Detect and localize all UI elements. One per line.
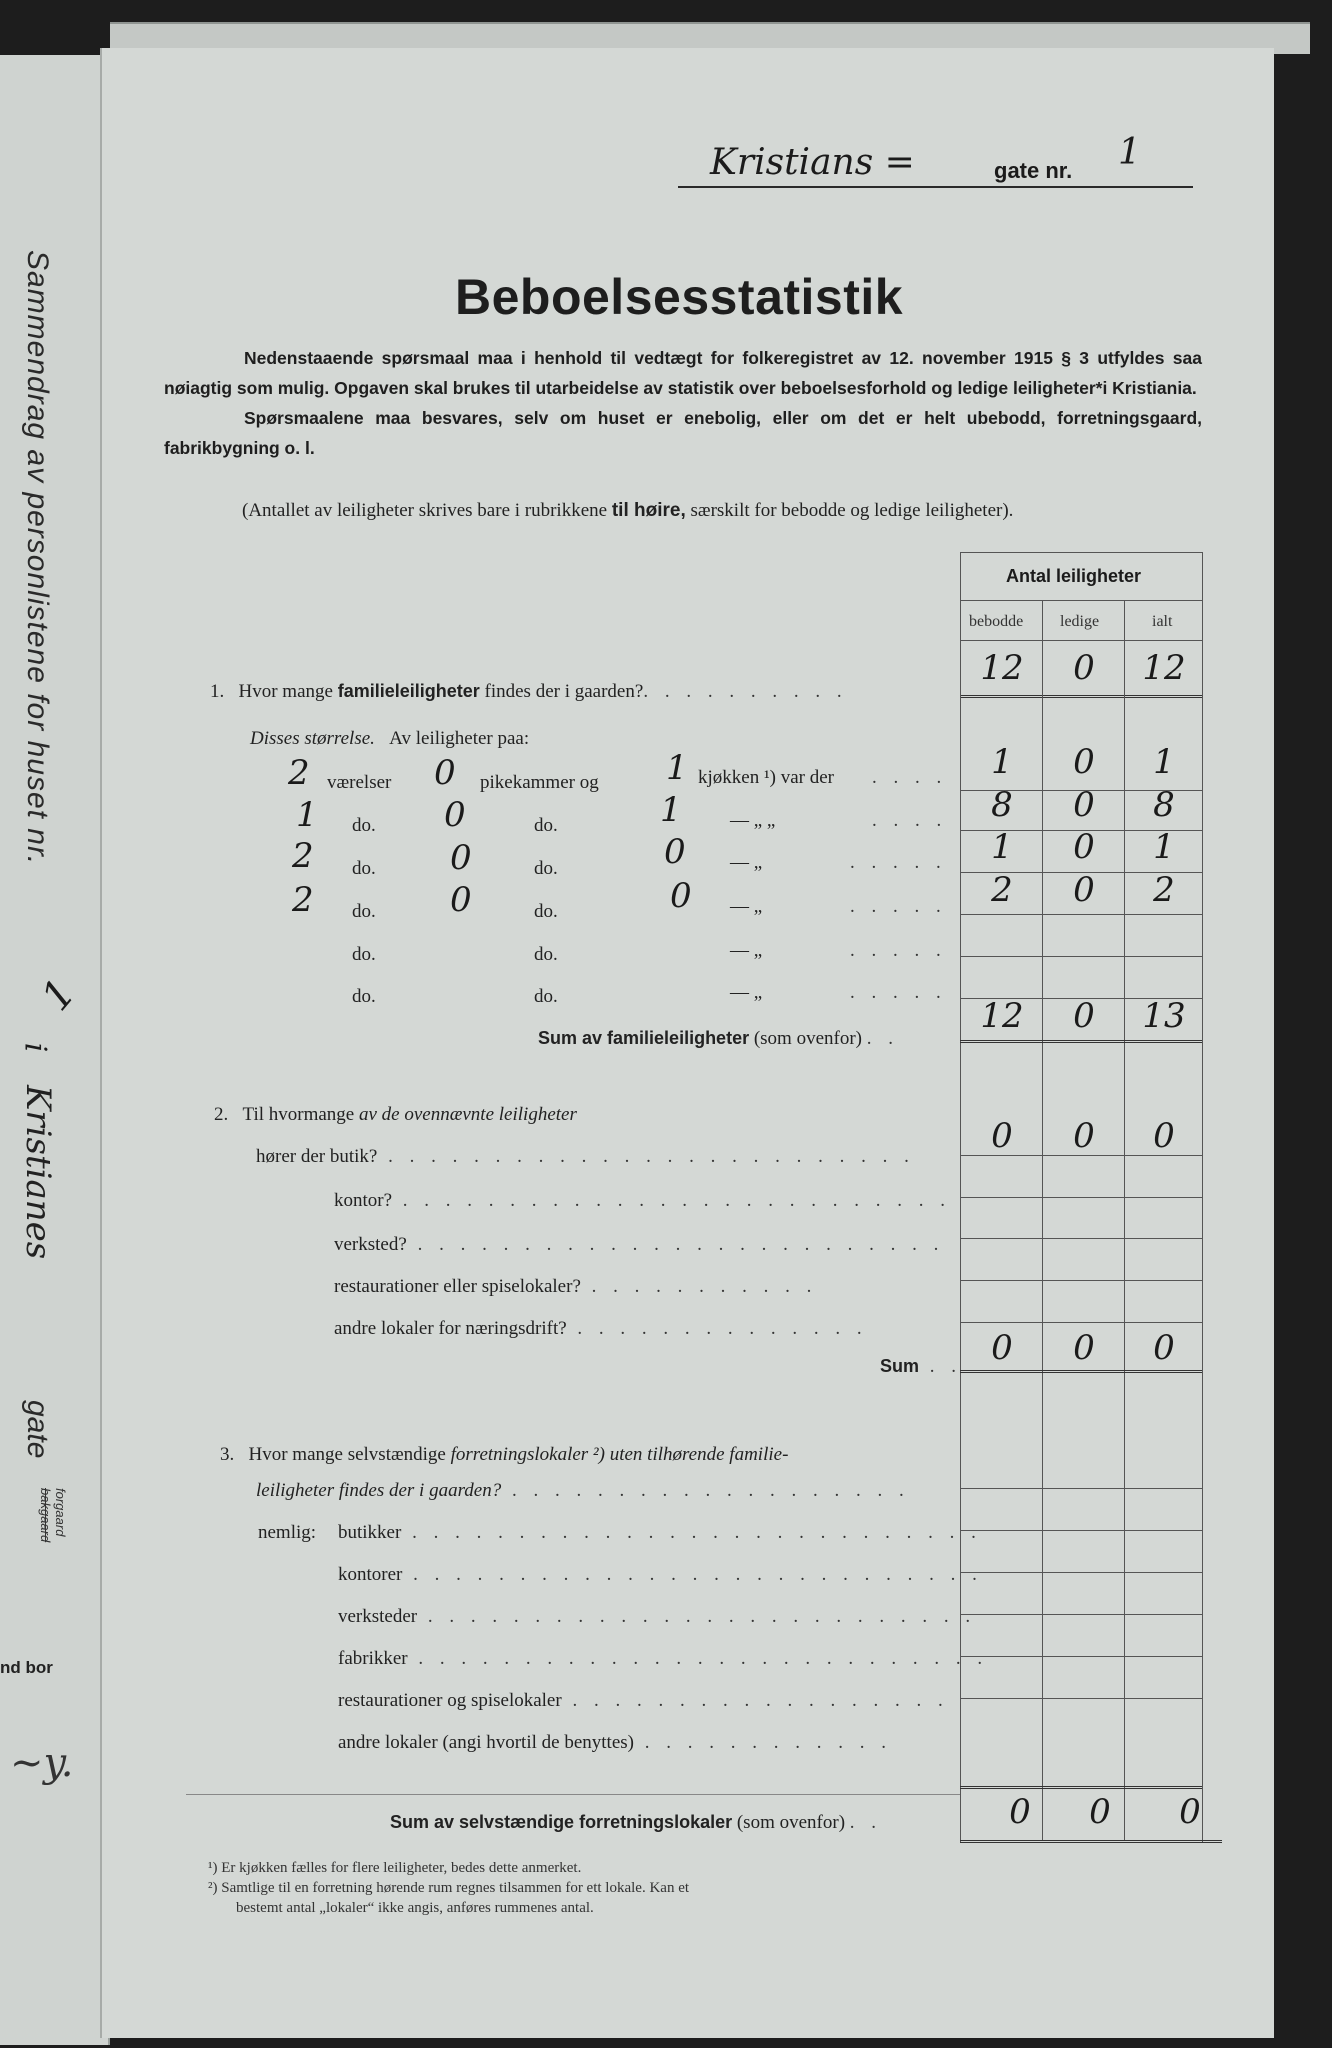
q1-sum-value-ialt: 13: [1142, 996, 1186, 1036]
intro-paragraph-1: Nedenstaaende spørsmaal maa i henhold til vedtægt for folkeregistret av 12. november 1915 § 3 utfyldes saa nøiagtig som mulig. Opgaven skal brukes til utarbeidelse av statistik over beboelsesforhold og ledige leiligheter*i Kristiania.: [164, 348, 1202, 398]
page-title: Beboelsesstatistik: [455, 269, 904, 325]
table-rule: [1042, 600, 1043, 1840]
header-handwritten-street: Kristians =: [710, 142, 915, 183]
q1-row-rooms-label: do.: [352, 815, 376, 836]
q3-row-label: restaurationer og spiselokaler . . . . . . . . . . . . . . . . . .: [338, 1690, 949, 1711]
q1-row-maid: 0: [444, 795, 466, 835]
q1-size-label-line: [250, 728, 529, 750]
q3-sum-rule: [186, 1794, 960, 1795]
intro-p3-a: (Antallet av leiligheter skrives bare i rubrikkene: [242, 500, 608, 521]
q1-sum-label-a: Sum av familieleiligheter: [538, 1028, 750, 1048]
table-rule: [960, 1572, 1202, 1573]
q1-sum-value-bebodde: 12: [980, 996, 1024, 1036]
q1-row-kitchen-label: — „: [730, 852, 763, 873]
q1-sum-line: Sum av familieleiligheter (som ovenfor) . .: [538, 1028, 899, 1049]
q1-row-rooms-label: do.: [352, 901, 376, 922]
side-gate-label: gate: [21, 1400, 54, 1459]
side-handwritten-i: i: [17, 1042, 53, 1053]
table-rule: [960, 1238, 1202, 1239]
q3-text-c: leiligheter findes der i gaarden?: [256, 1480, 502, 1501]
q1-sum-value-ledige: 0: [1073, 996, 1095, 1036]
table-rule: [960, 956, 1202, 957]
side-vertical-text: Sammendrag av personlistene for huset nr.: [21, 250, 54, 866]
q3-sum-value-ledige: 0: [1089, 1792, 1111, 1832]
q1-row-kitchen: 1: [660, 790, 682, 830]
table-header-col-ledige: ledige: [1060, 613, 1100, 630]
q1-sum-label-b: (som ovenfor): [753, 1028, 862, 1049]
q1-text-b: familieleiligheter: [337, 681, 480, 701]
intro-p3-b: til høire,: [611, 500, 686, 521]
q1-row-value-ledige: 0: [1073, 742, 1095, 782]
q1-value-ialt: 12: [1142, 648, 1186, 688]
q1-num: 1.: [210, 681, 225, 702]
intro-paragraph-3: [242, 500, 1013, 522]
header-gate-label: gate nr.: [994, 158, 1073, 183]
intro-p3-c: særskilt for bebodde og ledige leiligheter).: [690, 500, 1014, 521]
table-header-title: Antal leiligheter: [1006, 566, 1142, 586]
table-rule: [960, 1040, 1202, 1043]
side-gate-option-2: bakgaard: [38, 1488, 53, 1543]
q2-num: 2.: [214, 1104, 229, 1125]
table-rule: [960, 1698, 1202, 1699]
table-rule: [960, 1614, 1202, 1615]
table-header-col-ialt: ialt: [1152, 613, 1173, 630]
q2-row-label: verksted? . . . . . . . . . . . . . . . . . . . . . . . . .: [334, 1234, 945, 1255]
q3-row-label: kontorer . . . . . . . . . . . . . . . . . . . . . . . . . . .: [338, 1564, 983, 1585]
q1-row-rooms: 2: [292, 836, 314, 876]
q1-row-rooms-label: do.: [352, 858, 376, 879]
q3-text-a: Hvor mange selvstændige: [248, 1444, 446, 1465]
q1-row-maid-label: pikekammer og: [480, 772, 599, 793]
q3-row-label: butikker . . . . . . . . . . . . . . . . . . . . . . . . . . .: [338, 1522, 982, 1543]
q1-row-rooms: 1: [296, 795, 318, 835]
table-rule: [960, 695, 1202, 698]
q2-row-value-ialt: 0: [1153, 1116, 1175, 1156]
q1-row-value-ledige: 0: [1073, 870, 1095, 910]
q1-row-value-ledige: 0: [1073, 827, 1095, 867]
q1-row-dots: . . . . .: [850, 852, 947, 873]
q1-row-kitchen-label: — „: [730, 982, 763, 1003]
intro-text: [164, 343, 1202, 463]
q2-text-b: av de ovennævnte leiligheter: [358, 1104, 577, 1125]
q1-row-maid: 0: [450, 880, 472, 920]
side-handwritten-number: 1: [32, 970, 85, 1020]
q1-row-value-ialt: 1: [1153, 742, 1175, 782]
q1-row-kitchen-label: — „: [730, 940, 763, 961]
q3-sum-line: Sum av selvstændige forretningslokaler (som ovenfor) . .: [390, 1812, 883, 1833]
side-handwritten-street: Kristianes: [18, 1085, 58, 1260]
table-rule: [960, 1322, 1202, 1323]
q1-row-dots: . . . .: [872, 767, 948, 788]
q3-row-label: fabrikker . . . . . . . . . . . . . . . . . . . . . . . . . . .: [338, 1648, 989, 1669]
q1-row-dots: . . . . .: [850, 982, 947, 1003]
table-rule: [960, 1280, 1202, 1281]
footnote-1: ¹) Er kjøkken fælles for flere leiligheter, bedes dette anmerket.: [208, 1860, 582, 1876]
q1-row-rooms: 2: [288, 753, 310, 793]
q2-row-value-ledige: 0: [1073, 1116, 1095, 1156]
q1-line: 1. Hvor mange familieleiligheter findes der i gaarden?. . . . . . . . . .: [210, 681, 848, 702]
q1-row-value-ialt: 2: [1153, 870, 1175, 910]
q2-row-label: andre lokaler for næringsdrift? . . . . . . . . . . . . . .: [334, 1318, 868, 1339]
q1-value-ledige: 0: [1073, 648, 1095, 688]
q1-size-label: Disses størrelse.: [250, 728, 375, 749]
q1-text-c: findes der i gaarden?: [484, 681, 644, 702]
q1-row-kitchen: 0: [664, 832, 686, 872]
q1-row-maid-label: do.: [534, 815, 558, 836]
table-rule: [960, 600, 1202, 601]
q1-row-value-bebodde: 1: [991, 742, 1013, 782]
table-header-col-bebodde: bebodde: [969, 613, 1024, 630]
side-gate-option-1: forgaard: [53, 1488, 68, 1537]
q1-size-label2: Av leiligheter paa:: [389, 728, 530, 749]
q2-row-value-bebodde: 0: [991, 1116, 1013, 1156]
footnote-2b: bestemt antal „lokaler“ ikke angis, anføres rummenes antal.: [236, 1900, 594, 1916]
table-rule: [960, 1840, 1222, 1843]
q2-text-a: Til hvormange: [242, 1104, 355, 1125]
q3-sum-value-ialt: 0: [1179, 1792, 1201, 1832]
q1-row-dots: . . . . .: [850, 896, 947, 917]
q1-row-maid: 0: [450, 838, 472, 878]
table-rule: [960, 640, 1202, 641]
header-gate-line: [678, 186, 1193, 188]
q3-sum-label-a: Sum av selvstændige forretningslokaler: [390, 1812, 733, 1832]
q1-row-kitchen-label: — „ „: [730, 810, 776, 831]
q2-line: [214, 1104, 577, 1126]
q2-row-label: restaurationer eller spiselokaler? . . . . . . . . . . .: [334, 1276, 818, 1297]
q1-row-kitchen: 0: [670, 876, 692, 916]
q1-row-rooms-label: do.: [352, 944, 376, 965]
q1-row-value-bebodde: 1: [991, 827, 1013, 867]
q1-row-maid-label: do.: [534, 986, 558, 1007]
q1-row-value-ialt: 8: [1153, 785, 1175, 825]
table-rule: [960, 1370, 1202, 1373]
q1-row-value-ialt: 1: [1153, 827, 1175, 867]
q1-row-value-bebodde: 2: [991, 870, 1013, 910]
q1-text-a: Hvor mange: [238, 681, 333, 702]
table-rule: [960, 1530, 1202, 1531]
side-bottom-label: nd bor: [0, 1658, 53, 1677]
q3-line-1: [220, 1444, 788, 1466]
q1-row-maid-label: do.: [534, 858, 558, 879]
q1-row-kitchen-label: kjøkken ¹) var der: [698, 767, 835, 788]
q3-sum-value-bebodde: 0: [1009, 1792, 1031, 1832]
q1-row-rooms-label: do.: [352, 986, 376, 1007]
q1-row-kitchen: 1: [666, 748, 688, 788]
side-gate-options: [38, 1488, 68, 1542]
q2-sum-value-ledige: 0: [1073, 1328, 1095, 1368]
footnote-2a: ²) Samtlige til en forretning hørende rum regnes tilsammen for ett lokale. Kan et: [208, 1880, 690, 1896]
q1-row-maid: 0: [434, 753, 456, 793]
q2-sum-line: Sum . .: [880, 1356, 963, 1377]
table-rule: [960, 1786, 1202, 1789]
q3-row-label: andre lokaler (angi hvortil de benyttes) . . . . . . . . . . . .: [338, 1732, 892, 1753]
table-rule: [960, 1197, 1202, 1198]
q3-text-b: forretningslokaler ²) uten tilhørende familie-: [450, 1444, 789, 1465]
table-rule: [960, 1656, 1202, 1657]
intro-paragraph-2: Spørsmaalene maa besvares, selv om huset er enebolig, eller om det er helt ubebodd, forretningsgaard, fabrikbygning o. l.: [164, 408, 1202, 458]
q1-row-dots: . . . .: [872, 810, 948, 831]
q1-row-rooms: 2: [292, 880, 314, 920]
q1-row-kitchen-label: — „: [730, 896, 763, 917]
q1-row-maid-label: do.: [534, 901, 558, 922]
q2-sum-value-bebodde: 0: [991, 1328, 1013, 1368]
q1-row-value-bebodde: 8: [991, 785, 1013, 825]
q3-line-2: leiligheter findes der i gaarden? . . . . . . . . . . . . . . . . . . .: [256, 1480, 910, 1501]
table-rule: [960, 1488, 1202, 1489]
q1-value-bebodde: 12: [980, 648, 1024, 688]
side-scribble: ~y.: [10, 1740, 74, 1786]
q3-nemlig: nemlig:: [258, 1522, 317, 1543]
q2-sum-value-ialt: 0: [1153, 1328, 1175, 1368]
q3-row-label: verksteder . . . . . . . . . . . . . . . . . . . . . . . . . .: [338, 1606, 977, 1627]
q1-row-maid-label: do.: [534, 944, 558, 965]
q3-sum-label-b: (som ovenfor): [736, 1812, 846, 1833]
q2-sum-label: Sum: [880, 1356, 920, 1376]
q2-row-label: kontor? . . . . . . . . . . . . . . . . . . . . . . . . . .: [334, 1190, 952, 1211]
q1-row-value-ledige: 0: [1073, 785, 1095, 825]
table-rule: [960, 552, 1202, 553]
footnotes: [208, 1858, 689, 1918]
q3-num: 3.: [220, 1444, 235, 1465]
table-rule: [960, 914, 1202, 915]
q2-row-label: hører der butik? . . . . . . . . . . . . . . . . . . . . . . . . .: [256, 1146, 915, 1167]
q1-row-rooms-label: værelser: [327, 772, 392, 793]
q1-row-dots: . . . . .: [850, 940, 947, 961]
header-handwritten-nr: 1: [1118, 132, 1141, 173]
